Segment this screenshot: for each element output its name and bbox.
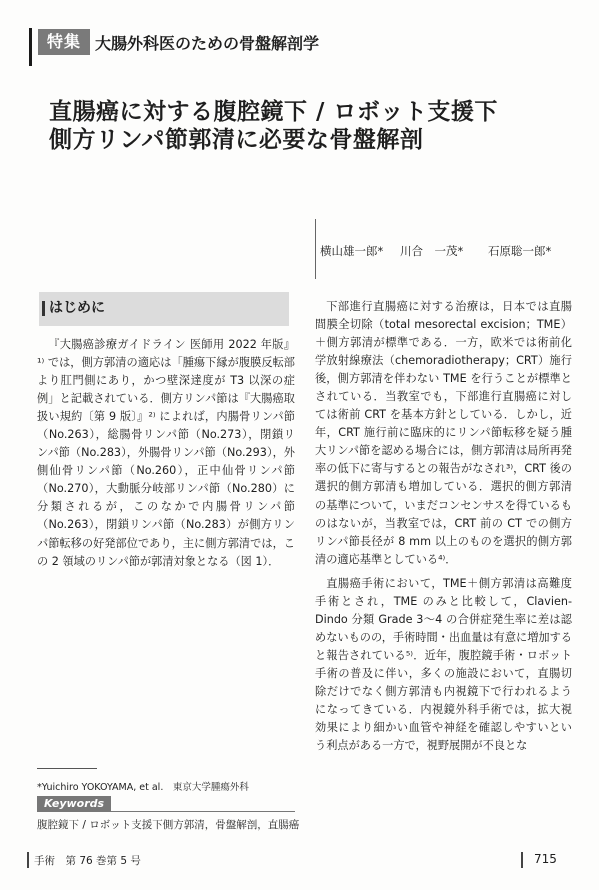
keywords-rule [111, 811, 295, 812]
article-title-line-1: 直腸癌に対する腹腔鏡下 / ロボット支援下 [49, 99, 498, 125]
keywords-text: 腹腔鏡下 / ロボット支援下側方郭清，骨盤解剖，直腸癌 [37, 819, 300, 831]
section-heading-mark [42, 301, 45, 316]
author-2: 川合 一茂* [400, 244, 464, 258]
section-heading: はじめに [49, 300, 105, 316]
author-divider [315, 219, 316, 279]
journal-info: 手術 第 76 巻第 5 号 [34, 855, 141, 867]
keywords-label: Keywords [37, 796, 111, 812]
header-accent-bar [29, 28, 32, 66]
footnote-rule [37, 768, 97, 769]
footer-right-bar [521, 852, 523, 868]
article-title-line-2: 側方リンパ節郭清に必要な骨盤解剖 [49, 127, 424, 153]
footer-left-bar [27, 852, 29, 868]
author-3: 石原聡一郎* [488, 244, 552, 258]
right-column [315, 298, 572, 755]
author-affiliation: *Yuichiro YOKOYAMA, et al. 東京大学腫瘍外科 [37, 782, 249, 793]
left-column [37, 336, 295, 571]
left-paragraph: 『大腸癌診療ガイドライン 医師用 2022 年版』¹⁾ では，側方郭清の適応は「腫瘍下縁が腹膜反転部より肛門側にあり，かつ壁深達度が T3 以深の症例」と記載されている．側方リンパ節は『大腸癌取扱い規約〔第 9 版〕』²⁾ によれば，内腸骨リンパ節（No.263），総腸骨リンパ節（No.273），閉鎖リンパ節（No.283），外腸骨リンパ節（No.293），外側仙骨リンパ節（No.260），正中仙骨リンパ節（No.270），大動脈分岐部リンパ節（No.280）に分類されるが，このなかで内腸骨リンパ節（No.263），閉鎖リンパ節（No.283）が側方リンパ節転移の好発部位であり，主に側方郭清では，この 2 領域のリンパ節が郭清対象となる（図 1）． [37, 338, 295, 568]
right-paragraph-2: 直腸癌手術において，TME＋側方郭清は高難度手術とされ，TME のみと比較して，Clavien-Dindo 分類 Grade 3～4 の合併症発生率に差は認めないものの，手術時間・出血量は有意に増加すると報告されている⁵⁾．近年，腹腔鏡手術・ロボット手術の普及に伴い，多くの施設において，直腸切除だけでなく側方郭清も内視鏡下で行われるようになってきている．内視鏡外科手術では，拡大視効果により細かい血管や神経を確認しやすいという利点がある一方で，視野展開が不良とな [315, 576, 572, 753]
author-1: 横山雄一郎* [320, 244, 384, 258]
feature-tag: 特集 [38, 29, 90, 55]
feature-series-title: 大腸外科医のための骨盤解剖学 [95, 34, 320, 53]
page-number: 715 [534, 852, 557, 866]
right-paragraph-1: 下部進行直腸癌に対する治療は，日本では直腸間膜全切除（total mesorectal excision；TME）＋側方郭清が標準である．一方，欧米では術前化学放射線療法（chemoradiotherapy；CRT）施行後，側方郭清を伴わない TME を行うことが標準とされている．当教室でも，下部進行直腸癌に対しては術前 CRT を基本方針としている．しかし，近年，CRT 施行前に臨床的にリンパ節転移を疑う腫大リンパ節を認める場合には，側方郭清は局所再発率の低下に寄与するとの報告がなされ³⁾，CRT 後の選択的側方郭清も増加している．選択的側方郭清の基準について，いまだコンセンサスを得ているものはないが，当教室では，CRT 前の CT での側方リンパ節長径が 8 mm 以上のものを選択的側方郭清の適応基準としている⁴⁾． [315, 300, 572, 566]
